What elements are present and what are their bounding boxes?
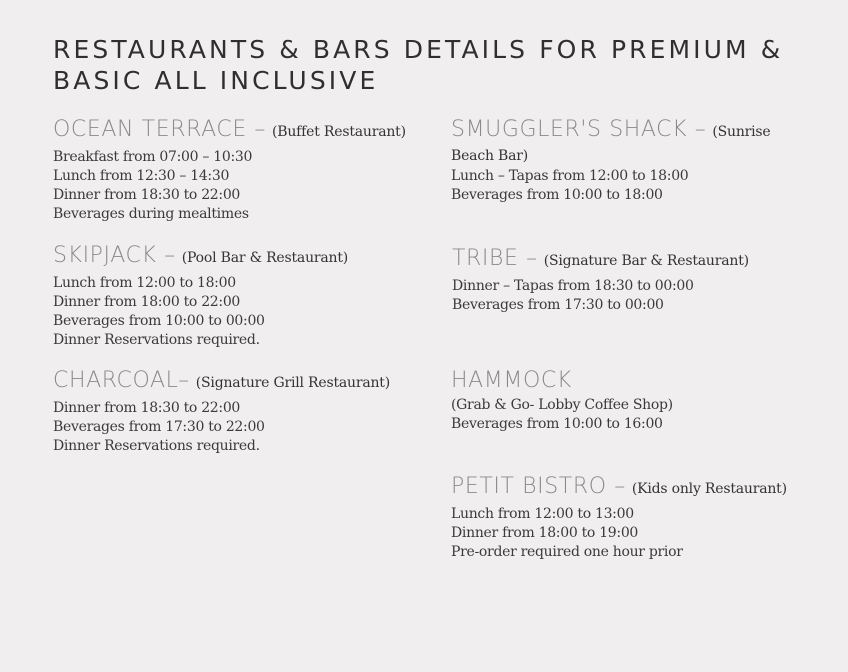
venue-hours-line: Dinner Reservations required. [53,332,260,348]
venue-hours-line: Breakfast from 07:00 – 10:30 [53,149,253,165]
page-title: RESTAURANTS & BARS DETAILS FOR PREMIUM & BASIC ALL INCLUSIVE [53,35,784,95]
venue-hours-line: Beverages during mealtimes [53,206,249,222]
venue-hours-line: Dinner from 18:30 to 22:00 [53,400,241,416]
venue-hours-list [53,148,433,224]
venue-name: PETIT BISTRO – [451,474,626,499]
venue-type: (Signature Grill Restaurant) [195,375,390,391]
venue-heading [53,370,433,394]
venue-hours-line: Pre-order required one hour prior [451,544,683,560]
venue-smugglers-shack [451,119,796,205]
venue-hours-list [451,505,831,562]
venue-hours-line: Dinner from 18:30 to 22:00 [53,187,241,203]
venue-hours-list [452,277,812,315]
venue-ocean-terrace [53,119,433,224]
venue-hours-line: Lunch from 12:30 – 14:30 [53,168,230,184]
venue-tribe [452,248,812,315]
venue-hours-line: Beverages from 10:00 to 00:00 [53,313,265,329]
venue-heading [451,119,796,167]
venue-hours-line: Dinner – Tapas from 18:30 to 00:00 [452,278,694,294]
venue-heading [451,370,811,391]
venue-charcoal [53,370,433,456]
venue-hours-line: Lunch – Tapas from 12:00 to 18:00 [451,168,689,184]
venue-name: CHARCOAL– [53,368,190,393]
venue-hours-list [53,274,433,350]
venue-hours-list [451,167,796,205]
venue-hours-list [53,399,433,456]
venue-name: SMUGGLER'S SHACK – [451,117,707,142]
venue-name: TRIBE – [452,246,538,271]
venue-hours-line: Beverages from 10:00 to 16:00 [451,416,663,432]
venue-type: (Grab & Go- Lobby Coffee Shop) [451,397,673,413]
venue-hours-list [451,396,811,434]
venue-name: OCEAN TERRACE – [53,117,267,142]
venue-hours-line: Beverages from 17:30 to 22:00 [53,419,265,435]
venue-hours-line: Lunch from 12:00 to 18:00 [53,275,236,291]
venue-hours-line: Dinner Reservations required. [53,438,260,454]
venue-hours-line: Beverages from 17:30 to 00:00 [452,297,664,313]
venue-heading [53,119,433,143]
venue-type: (Kids only Restaurant) [631,481,787,497]
venue-heading [452,248,812,272]
venue-type: (Pool Bar & Restaurant) [181,250,349,266]
venue-hours-line: Dinner from 18:00 to 22:00 [53,294,241,310]
venue-skipjack [53,245,433,350]
venue-type: (Signature Bar & Restaurant) [543,253,749,269]
venue-petit-bistro [451,476,831,562]
venue-hours-line: Dinner from 18:00 to 19:00 [451,525,639,541]
venue-type: (Buffet Restaurant) [272,124,406,140]
venue-heading [451,476,831,500]
venue-hours-line: Beverages from 10:00 to 18:00 [451,187,663,203]
venue-name: SKIPJACK – [53,243,176,268]
venue-heading [53,245,433,269]
venue-name: HAMMOCK [451,368,572,393]
venue-hours-line: Lunch from 12:00 to 13:00 [451,506,634,522]
venue-hammock [451,370,811,434]
venue-type: (Sunrise Beach Bar) [451,124,771,164]
